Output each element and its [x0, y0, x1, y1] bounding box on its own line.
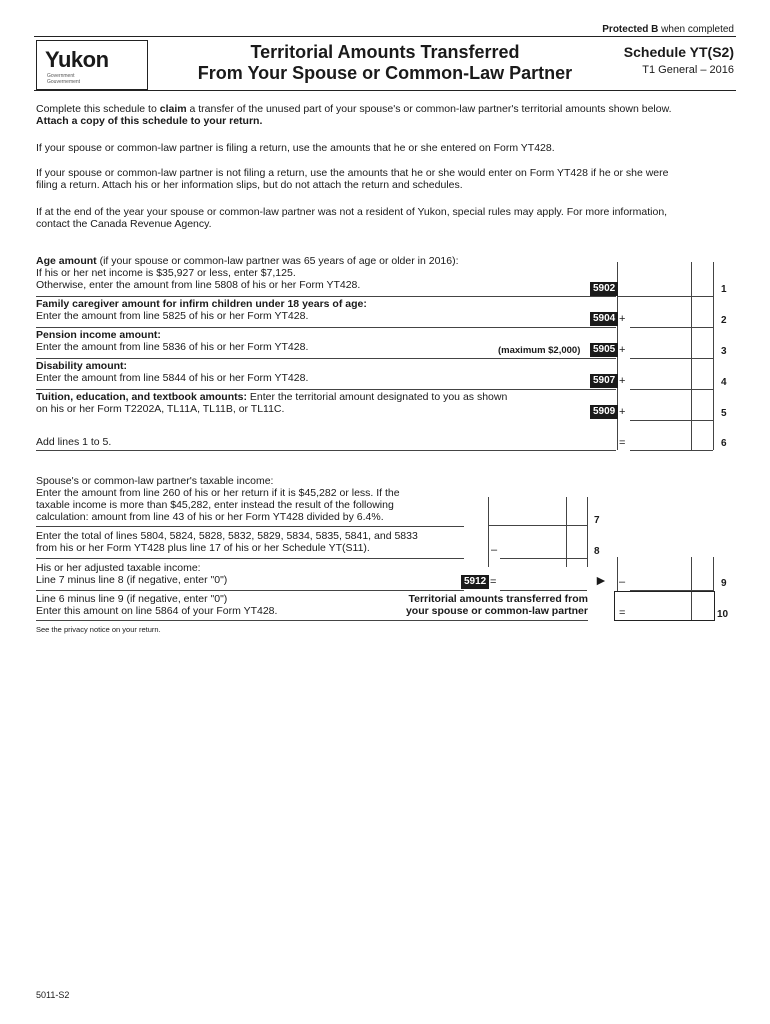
line-2-amount-field[interactable]	[630, 313, 713, 328]
yukon-logo	[36, 40, 148, 90]
plus-operator: +	[619, 344, 626, 356]
line-5-amount-field[interactable]	[630, 406, 713, 421]
line-6-amount-field[interactable]	[630, 436, 713, 451]
line-8-text: Enter the total of lines 5804, 5824, 5828, 5832, 5829, 5834, 5835, 5841, and 5833 from his or her Form YT428 plus line 17 of his or her Schedule YT(S11).	[36, 530, 418, 554]
line-9-amount-field[interactable]	[630, 576, 713, 591]
line-number-4: 4	[721, 377, 727, 388]
line-9-column-left	[617, 557, 618, 593]
line-3-text: Pension income amount: Enter the amount from line 5836 of his or her Form YT428.	[36, 329, 309, 353]
line-number-3: 3	[721, 346, 727, 357]
line-10-text: Line 6 minus line 9 (if negative, enter "0") Enter this amount on line 5864 of your Form YT428.	[36, 593, 278, 617]
line-3-separator	[36, 358, 616, 359]
line-9-left-amount-field[interactable]	[500, 576, 587, 591]
equals-operator: =	[619, 437, 626, 449]
line-10-result-label: Territorial amounts transferred from your spouse or common-law partner	[405, 593, 588, 617]
protected-notice: Protected B when completed	[602, 24, 734, 35]
amount-column-right	[713, 262, 714, 450]
line-7-text: Spouse's or common-law partner's taxable income: Enter the amount from line 260 of his or her return if it is $45,282 or less. If the taxable income is more than $45,282, enter instead the result of the following calculation: amount from line 43 of his or her Form YT428 divided by 6.4%.	[36, 475, 400, 523]
line-3-maximum: (maximum $2,000)	[498, 345, 581, 356]
line-9-separator	[36, 590, 464, 591]
form-year: T1 General – 2016	[642, 64, 734, 76]
line-2-text: Family caregiver amount for infirm children under 18 years of age: Enter the amount from line 5825 of his or her Form YT428.	[36, 298, 367, 322]
line-5-text: Tuition, education, and textbook amounts: Enter the territorial amount designated to you as shown on his or her Form T2202A, TL11A, TL11B, or TL11C.	[36, 391, 508, 415]
intro-paragraph-1: Complete this schedule to claim a transfer of the unused part of your spouse's or common-law partner's territorial amounts shown below. Attach a copy of this schedule to your return.	[36, 103, 672, 127]
line-7-amount-field[interactable]	[489, 511, 587, 526]
schedule-id: Schedule YT(S2)	[623, 44, 734, 60]
line-1-amount-field[interactable]	[618, 282, 713, 297]
line-number-9: 9	[721, 578, 727, 589]
line-number-6: 6	[721, 438, 727, 449]
line-1-separator	[36, 296, 616, 297]
form-code: 5011-S2	[36, 990, 70, 1000]
form-title: Territorial Amounts Transferred From Your Spouse or Common-Law Partner	[197, 42, 573, 83]
intro-paragraph-3: If your spouse or common-law partner is not filing a return, use the amounts that he or she would enter on Form YT428 if he or she were filing a return. Attach his or her information slips, but do not attach the return and schedules.	[36, 167, 669, 191]
line-number-8: 8	[594, 546, 600, 557]
intro-paragraph-4: If at the end of the year your spouse or common-law partner was not a resident of Yukon, special rules may apply. For more information, contact the Canada Revenue Agency.	[36, 206, 668, 230]
line-number-2: 2	[721, 315, 727, 326]
code-5902: 5902	[590, 282, 618, 296]
line-4-amount-field[interactable]	[630, 375, 713, 390]
line-4-separator	[36, 389, 616, 390]
line-3-amount-field[interactable]	[630, 344, 713, 359]
code-5912: 5912	[461, 575, 489, 589]
inner-column-right	[587, 497, 588, 567]
code-5905: 5905	[590, 343, 618, 357]
code-5909: 5909	[590, 405, 618, 419]
line-10-cents-divider	[691, 592, 692, 620]
line-1-text: Age amount (if your spouse or common-law partner was 65 years of age or older in 2016): If his or her net income is $35,927 or less, enter $7,125. Otherwise, enter the amount from line 5808 of his or her Form YT428.	[36, 255, 459, 291]
line-7-separator	[36, 526, 464, 527]
line-number-5: 5	[721, 408, 727, 419]
line-8-separator	[36, 558, 464, 559]
line-10-separator	[36, 620, 588, 621]
line-number-10: 10	[717, 609, 729, 620]
line-4-text: Disability amount: Enter the amount from line 5844 of his or her Form YT428.	[36, 360, 309, 384]
privacy-notice: See the privacy notice on your return.	[36, 625, 161, 634]
plus-operator: +	[619, 406, 626, 418]
top-rule	[34, 36, 736, 37]
plus-operator: +	[619, 313, 626, 325]
line-6-separator	[36, 450, 616, 451]
equals-operator: =	[490, 576, 497, 588]
logo-wordmark: Yukon	[45, 47, 109, 72]
line-9-column-right	[713, 557, 714, 593]
equals-operator: =	[619, 607, 626, 619]
line-6-text: Add lines 1 to 5.	[36, 436, 112, 448]
intro-paragraph-2: If your spouse or common-law partner is filing a return, use the amounts that he or she entered on Form YT428.	[36, 142, 555, 154]
logo-subtitle: Government Gouvernement	[47, 73, 81, 85]
line-10-amount-box[interactable]	[614, 591, 715, 621]
line-2-separator	[36, 327, 616, 328]
header-rule	[34, 90, 736, 91]
line-number-1: 1	[721, 284, 727, 295]
plus-operator: +	[619, 375, 626, 387]
code-5904: 5904	[590, 312, 618, 326]
code-5907: 5907	[590, 374, 618, 388]
line-number-7: 7	[594, 515, 600, 526]
inner-column-left	[488, 497, 489, 567]
line-8-amount-field[interactable]	[500, 544, 587, 559]
line-9-text: His or her adjusted taxable income: Line 7 minus line 8 (if negative, enter "0")	[36, 562, 228, 586]
minus-operator: –	[619, 576, 626, 588]
arrow-right-icon: ►	[594, 572, 608, 588]
minus-operator: –	[491, 544, 498, 556]
